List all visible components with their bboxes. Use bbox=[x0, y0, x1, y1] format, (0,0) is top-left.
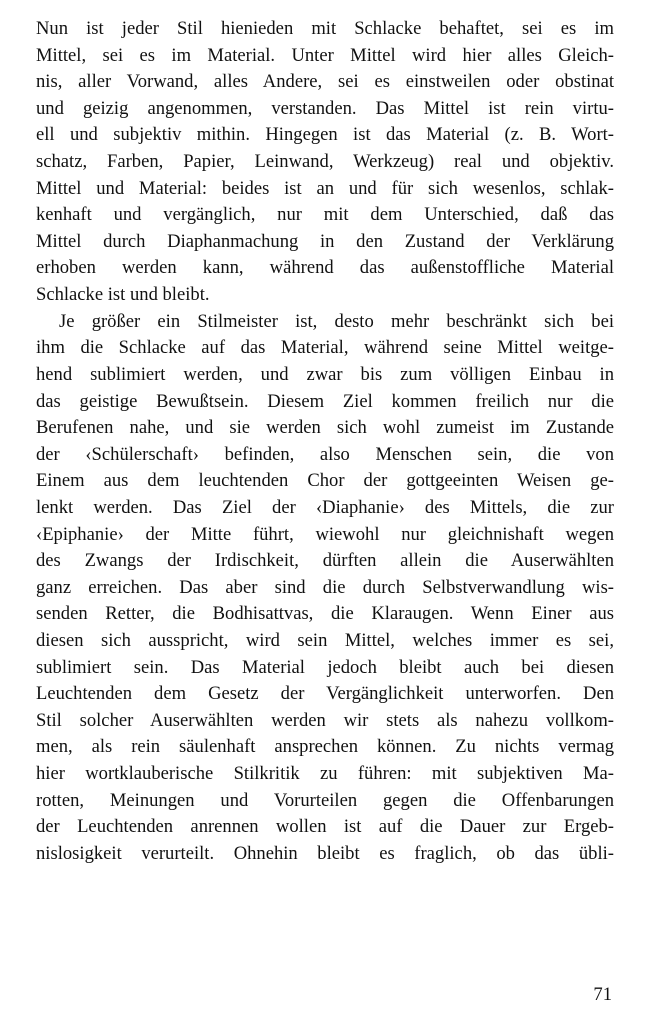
text-line: ‹Epiphanie› der Mitte führt, wiewohl nur gleichnishaft wegen bbox=[36, 523, 614, 545]
text-line: nis, aller Vorwand, alles Andere, sei es einstweilen oder obstinat bbox=[36, 71, 614, 93]
text-line: ell und subjektiv mithin. Hingegen ist das Material (z. B. Wort- bbox=[36, 124, 614, 146]
text-line: Mittel und Material: beides ist an und für sich wesenlos, schlak- bbox=[36, 177, 614, 199]
text-line: erhoben werden kann, während das außenstoffliche Material bbox=[36, 257, 614, 279]
text-line: Nun ist jeder Stil hienieden mit Schlacke behaftet, sei es im bbox=[36, 18, 614, 39]
text-line: senden Retter, die Bodhisattvas, die Klaraugen. Wenn Einer aus bbox=[36, 603, 614, 625]
text-line: Berufenen nahe, und sie werden sich wohl zumeist im Zustande bbox=[36, 417, 614, 439]
text-line: ihm die Schlacke auf das Material, während seine Mittel weitge- bbox=[36, 337, 614, 359]
text-line: Schlacke ist und bleibt. bbox=[36, 284, 210, 306]
paragraph bbox=[36, 16, 614, 309]
text-line: der Leuchtenden anrennen wollen ist auf die Dauer zur Ergeb- bbox=[36, 816, 614, 838]
text-line: hier wortklauberische Stilkritik zu führen: mit subjektiven Ma- bbox=[36, 763, 614, 785]
text-line: Einem aus dem leuchtenden Chor der gottgeeinten Weisen ge- bbox=[36, 470, 614, 492]
text-line: kenhaft und vergänglich, nur mit dem Unterschied, daß das bbox=[36, 204, 614, 226]
text-line: ganz erreichen. Das aber sind die durch Selbstverwandlung wis- bbox=[36, 576, 614, 598]
text-line: Mittel, sei es im Material. Unter Mittel wird hier alles Gleich- bbox=[36, 44, 614, 66]
text-line: diesen sich ausspricht, wird sein Mittel, welches immer es sei, bbox=[36, 630, 614, 652]
text-line: Stil solcher Auserwählten werden wir stets als nahezu vollkom- bbox=[36, 709, 614, 731]
text-line: des Zwangs der Irdischkeit, dürften allein die Auserwählten bbox=[36, 550, 614, 572]
text-line: schatz, Farben, Papier, Leinwand, Werkzeug) real und objektiv. bbox=[36, 151, 614, 173]
text-line: das geistige Bewußtsein. Diesem Ziel kommen freilich nur die bbox=[36, 390, 614, 412]
text-line: Leuchtenden dem Gesetz der Vergänglichkeit unterworfen. Den bbox=[36, 683, 614, 705]
text-line: rotten, Meinungen und Vorurteilen gegen die Offenbarungen bbox=[36, 789, 614, 811]
body-text bbox=[36, 16, 614, 868]
text-line: Je größer ein Stilmeister ist, desto mehr beschränkt sich bei bbox=[59, 310, 614, 332]
text-line: Mittel durch Diaphanmachung in den Zustand der Verklärung bbox=[36, 230, 614, 252]
text-line: sublimiert sein. Das Material jedoch bleibt auch bei diesen bbox=[36, 656, 614, 678]
text-line: men, als rein säulenhaft ansprechen können. Zu nichts vermag bbox=[36, 736, 614, 758]
text-line: der ‹Schülerschaft› befinden, also Menschen sein, die von bbox=[36, 443, 614, 465]
text-line: hend sublimiert werden, und zwar bis zum völligen Einbau in bbox=[36, 363, 614, 385]
text-line: lenkt werden. Das Ziel der ‹Diaphanie› des Mittels, die zur bbox=[36, 496, 614, 518]
page-number: 71 bbox=[593, 984, 612, 1005]
text-line: und geizig angenommen, verstanden. Das Mittel ist rein virtu- bbox=[36, 97, 614, 119]
text-line: nislosigkeit verurteilt. Ohnehin bleibt es fraglich, ob das übli- bbox=[36, 842, 614, 864]
paragraph bbox=[36, 309, 614, 868]
